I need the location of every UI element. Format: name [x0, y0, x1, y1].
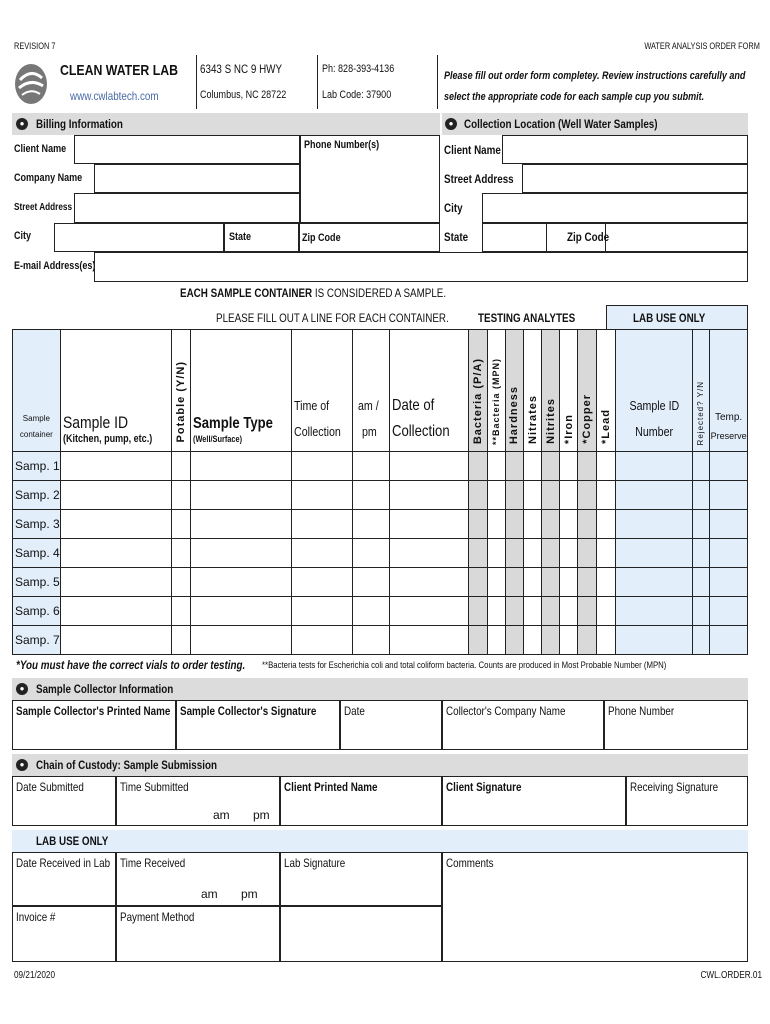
sample-cell[interactable] [616, 452, 693, 481]
sample-cell[interactable] [692, 452, 709, 481]
sample-cell[interactable] [710, 626, 748, 655]
sample-cell[interactable] [505, 452, 523, 481]
billing-email-field[interactable] [94, 252, 748, 282]
collector-date-field[interactable] [340, 700, 442, 750]
sample-cell[interactable] [616, 597, 693, 626]
col-date: Date of Collection [389, 330, 468, 452]
sample-cell[interactable] [524, 452, 542, 481]
sample-cell[interactable] [560, 597, 578, 626]
sample-cell[interactable] [692, 481, 709, 510]
sample-cell[interactable] [597, 510, 616, 539]
billing-street-field[interactable] [74, 193, 300, 223]
sample-cell[interactable] [616, 626, 693, 655]
col-sample-id: Sample ID (Kitchen, pump, etc.) [60, 330, 172, 452]
time-received-pm: pm [241, 887, 258, 901]
sample-cell[interactable] [560, 481, 578, 510]
comments-label: Comments [446, 856, 494, 870]
water-drop-logo-icon [14, 58, 48, 106]
collector-phone-label: Phone Number [608, 704, 675, 718]
sample-cell[interactable] [172, 481, 191, 510]
sample-cell[interactable] [692, 539, 709, 568]
sample-cell[interactable] [353, 597, 389, 626]
collector-phone-field[interactable] [604, 700, 748, 750]
sample-cell[interactable] [505, 510, 523, 539]
time-received-field[interactable] [116, 852, 280, 906]
sample-cell[interactable] [542, 510, 560, 539]
sample-cell[interactable] [505, 539, 523, 568]
sample-cell[interactable] [578, 626, 597, 655]
date-received-field[interactable] [12, 852, 116, 906]
sample-cell[interactable] [60, 452, 172, 481]
collection-zip-label: Zip Code [567, 230, 610, 244]
client-signature-field[interactable] [442, 776, 626, 826]
sample-cell[interactable] [542, 568, 560, 597]
sample-cell[interactable] [560, 539, 578, 568]
sample-cell[interactable] [468, 626, 487, 655]
sample-cell[interactable] [468, 510, 487, 539]
collector-printed-name-field[interactable] [12, 700, 176, 750]
sample-cell[interactable] [389, 626, 468, 655]
sample-cell[interactable] [578, 568, 597, 597]
sample-cell[interactable] [616, 568, 693, 597]
sample-row-label: Samp. 5 [13, 568, 61, 597]
collector-header: ● Sample Collector Information [12, 678, 748, 700]
col-analyte-bacteria-pa: Bacteria (P/A) [468, 330, 487, 452]
client-signature-label: Client Signature [446, 780, 522, 794]
sample-cell[interactable] [291, 626, 352, 655]
sample-row-label: Samp. 2 [13, 481, 61, 510]
collection-client-name-field[interactable] [502, 135, 748, 164]
col-analyte-nitrites: Nitrites [542, 330, 560, 452]
sample-cell[interactable] [353, 539, 389, 568]
sample-cell[interactable] [560, 568, 578, 597]
sample-row [13, 481, 748, 510]
revision-label: REVISION 7 [14, 41, 56, 51]
sample-cell[interactable] [597, 481, 616, 510]
billing-state-field[interactable] [224, 223, 300, 252]
billing-client-name-field[interactable] [74, 135, 300, 164]
contact-box: Ph: 828-393-4136 Lab Code: 37900 [318, 55, 438, 109]
sample-cell[interactable] [616, 481, 693, 510]
bullet-icon: ● [16, 118, 28, 130]
sample-row [13, 539, 748, 568]
sample-cell[interactable] [560, 452, 578, 481]
collector-date-label: Date [344, 704, 365, 718]
sample-cell[interactable] [191, 510, 292, 539]
collection-city-field[interactable] [482, 193, 748, 223]
sample-cell[interactable] [487, 452, 505, 481]
lab-blank-field[interactable] [280, 906, 442, 962]
collector-signature-label: Sample Collector's Signature [180, 704, 317, 718]
sample-cell[interactable] [597, 626, 616, 655]
col-time: Time of Collection [291, 330, 352, 452]
receiving-signature-field[interactable] [626, 776, 748, 826]
time-submitted-label: Time Submitted [120, 780, 189, 794]
sample-cell[interactable] [524, 597, 542, 626]
sample-row-label: Samp. 6 [13, 597, 61, 626]
sample-cell[interactable] [191, 597, 292, 626]
sample-table-header [13, 330, 748, 452]
col-sample-type: Sample Type (Well/Surface) [191, 330, 292, 452]
sample-cell[interactable] [191, 452, 292, 481]
bullet-icon: ● [445, 118, 457, 130]
sample-cell[interactable] [353, 626, 389, 655]
sample-cell[interactable] [505, 481, 523, 510]
sample-cell[interactable] [542, 626, 560, 655]
sample-cell[interactable] [291, 510, 352, 539]
sample-row-label: Samp. 7 [13, 626, 61, 655]
lab-use-header: LAB USE ONLY [12, 830, 748, 852]
billing-state-label: State [229, 231, 252, 243]
sample-cell[interactable] [468, 568, 487, 597]
col-analyte-hardness: Hardness [505, 330, 523, 452]
sample-cell[interactable] [710, 510, 748, 539]
col-analyte-nitrates: Nitrates [524, 330, 542, 452]
sample-cell[interactable] [578, 539, 597, 568]
date-submitted-field[interactable] [12, 776, 116, 826]
sample-cell[interactable] [172, 597, 191, 626]
sample-cell[interactable] [710, 481, 748, 510]
lab-signature-field[interactable] [280, 852, 442, 906]
sample-cell[interactable] [353, 568, 389, 597]
billing-city-label: City [14, 230, 32, 242]
sample-cell[interactable] [542, 481, 560, 510]
collection-state-label: State [444, 230, 469, 244]
col-ampm: am /pm [353, 330, 389, 452]
date-received-label: Date Received in Lab [16, 856, 111, 870]
form-name: WATER ANALYSIS ORDER FORM [644, 41, 760, 51]
sample-cell[interactable] [505, 568, 523, 597]
billing-phone-field[interactable] [300, 135, 440, 223]
billing-zip-field[interactable] [298, 223, 440, 252]
sample-row [13, 568, 748, 597]
sample-row-label: Samp. 3 [13, 510, 61, 539]
receiving-signature-label: Receiving Signature [630, 780, 719, 794]
collection-header: ● Collection Location (Well Water Samples) [442, 113, 748, 135]
payment-method-label: Payment Method [120, 910, 195, 924]
vials-note: *You must have the correct vials to order testing. [16, 658, 246, 672]
lab-name: CLEAN WATER LAB [60, 62, 178, 79]
sample-cell[interactable] [597, 539, 616, 568]
bullet-icon: ● [16, 683, 28, 695]
sample-cell[interactable] [692, 510, 709, 539]
footer-date: 09/21/2020 [14, 970, 56, 981]
collection-city-label: City [444, 201, 463, 215]
sample-cell[interactable] [560, 626, 578, 655]
sample-cell[interactable] [487, 539, 505, 568]
sample-table [12, 329, 748, 655]
billing-city-field[interactable] [54, 223, 224, 252]
sample-cell[interactable] [487, 510, 505, 539]
sample-row [13, 452, 748, 481]
sample-cell[interactable] [542, 452, 560, 481]
billing-header: ● Billing Information [12, 113, 440, 135]
sample-cell[interactable] [524, 510, 542, 539]
custody-header: ● Chain of Custody: Sample Submission [12, 754, 748, 776]
collection-street-field[interactable] [522, 164, 748, 193]
collector-company-field[interactable] [442, 700, 604, 750]
sample-cell[interactable] [710, 597, 748, 626]
time-submitted-field[interactable] [116, 776, 280, 826]
sample-row-label: Samp. 4 [13, 539, 61, 568]
sample-cell[interactable] [191, 481, 292, 510]
sample-cell[interactable] [578, 597, 597, 626]
bacteria-note: **Bacteria tests for Escherichia coli and total coliform bacteria. Counts are produced in Most Probable Number (MPN) [262, 660, 667, 671]
sample-cell[interactable] [597, 568, 616, 597]
time-submitted-am: am [213, 808, 230, 822]
collection-zip-field[interactable] [546, 223, 748, 252]
sample-cell[interactable] [505, 626, 523, 655]
sample-cell[interactable] [578, 452, 597, 481]
sample-cell[interactable] [291, 452, 352, 481]
sample-cell[interactable] [710, 452, 748, 481]
sample-row [13, 510, 748, 539]
sample-cell[interactable] [710, 539, 748, 568]
col-temp-preserve: Temp. Preserve [710, 330, 748, 452]
payment-method-field[interactable] [116, 906, 280, 962]
sample-cell[interactable] [389, 597, 468, 626]
sample-cell[interactable] [616, 539, 693, 568]
collector-printed-name-label: Sample Collector's Printed Name [16, 704, 171, 718]
sample-cell[interactable] [524, 626, 542, 655]
sample-cell[interactable] [468, 452, 487, 481]
sample-cell[interactable] [487, 481, 505, 510]
sample-cell[interactable] [487, 568, 505, 597]
address-box: 6343 S NC 9 HWY Columbus, NC 28722 [196, 55, 318, 109]
sample-cell[interactable] [172, 626, 191, 655]
billing-client-name-label: Client Name [14, 143, 67, 155]
sample-cell[interactable] [505, 597, 523, 626]
collector-signature-field[interactable] [176, 700, 340, 750]
sample-cell[interactable] [60, 568, 172, 597]
sample-cell[interactable] [468, 597, 487, 626]
lab-website-link[interactable]: www.cwlabtech.com [70, 89, 159, 103]
sample-cell[interactable] [389, 539, 468, 568]
invoice-label: Invoice # [16, 910, 56, 924]
testing-analytes-title: TESTING ANALYTES [478, 311, 576, 325]
sample-cell[interactable] [60, 481, 172, 510]
lab-use-title: LAB USE ONLY [606, 305, 748, 329]
billing-company-label: Company Name [14, 172, 83, 184]
sample-cell[interactable] [389, 568, 468, 597]
sample-cell[interactable] [191, 568, 292, 597]
sample-cell[interactable] [710, 568, 748, 597]
sample-cell[interactable] [291, 597, 352, 626]
sample-cell[interactable] [353, 510, 389, 539]
collection-client-name-label: Client Name [444, 143, 501, 157]
bullet-icon: ● [16, 759, 28, 771]
col-potable: Potable (Y/N) [172, 330, 191, 452]
sample-notice-1: EACH SAMPLE CONTAINER IS CONSIDERED A SAMPLE. [180, 286, 447, 300]
col-analyte-bacteria-mpn: **Bacteria (MPN) [487, 330, 505, 452]
sample-cell[interactable] [353, 481, 389, 510]
sample-notice-2: PLEASE FILL OUT A LINE FOR EACH CONTAINER. [216, 311, 449, 325]
sample-cell[interactable] [353, 452, 389, 481]
sample-cell[interactable] [468, 539, 487, 568]
sample-cell[interactable] [542, 597, 560, 626]
sample-cell[interactable] [389, 452, 468, 481]
sample-cell[interactable] [524, 481, 542, 510]
sample-cell[interactable] [389, 481, 468, 510]
col-lab-sample-id: Sample IDNumber [616, 330, 693, 452]
sample-cell[interactable] [524, 568, 542, 597]
billing-phone-label: Phone Number(s) [304, 139, 380, 151]
footer-form-code: CWL.ORDER.01 [700, 970, 762, 981]
sample-row-label: Samp. 1 [13, 452, 61, 481]
sample-cell[interactable] [172, 510, 191, 539]
sample-cell[interactable] [191, 626, 292, 655]
sample-cell[interactable] [692, 626, 709, 655]
sample-cell[interactable] [692, 568, 709, 597]
sample-cell[interactable] [60, 597, 172, 626]
sample-cell[interactable] [560, 510, 578, 539]
sample-cell[interactable] [291, 568, 352, 597]
billing-street-label: Street Address [14, 202, 73, 213]
col-rejected: Rejected? Y/N [692, 330, 709, 452]
invoice-field[interactable] [12, 906, 116, 962]
sample-cell[interactable] [542, 539, 560, 568]
sample-cell[interactable] [291, 539, 352, 568]
sample-cell[interactable] [60, 510, 172, 539]
sample-cell[interactable] [616, 510, 693, 539]
sample-row [13, 597, 748, 626]
date-submitted-label: Date Submitted [16, 780, 84, 794]
sample-cell[interactable] [172, 539, 191, 568]
collector-company-label: Collector's Company Name [446, 704, 566, 718]
sample-cell[interactable] [389, 510, 468, 539]
lab-logo [14, 58, 48, 106]
sample-cell[interactable] [597, 452, 616, 481]
sample-cell[interactable] [172, 452, 191, 481]
time-submitted-pm: pm [253, 808, 270, 822]
lab-signature-label: Lab Signature [284, 856, 346, 870]
sample-cell[interactable] [578, 481, 597, 510]
billing-company-field[interactable] [94, 164, 300, 193]
client-printed-name-label: Client Printed Name [284, 780, 378, 794]
billing-zip-label: Zip Code [302, 232, 341, 244]
client-printed-name-field[interactable] [280, 776, 442, 826]
col-analyte-copper: *Copper [578, 330, 597, 452]
sample-cell[interactable] [578, 510, 597, 539]
sample-cell[interactable] [597, 597, 616, 626]
col-sample-container: Sample container [13, 330, 61, 452]
sample-cell[interactable] [291, 481, 352, 510]
time-received-am: am [201, 887, 218, 901]
instructions: Please fill out order form completey. Review instructions carefully and select the appropriate code for each sample cup you submit. [444, 70, 746, 103]
sample-cell[interactable] [487, 626, 505, 655]
col-analyte-lead: *Lead [597, 330, 616, 452]
sample-cell[interactable] [172, 568, 191, 597]
sample-cell[interactable] [487, 597, 505, 626]
sample-cell[interactable] [692, 597, 709, 626]
sample-cell[interactable] [60, 539, 172, 568]
collection-street-label: Street Address [444, 172, 514, 186]
sample-row [13, 626, 748, 655]
col-analyte-iron: *Iron [560, 330, 578, 452]
sample-cell[interactable] [468, 481, 487, 510]
sample-cell[interactable] [191, 539, 292, 568]
comments-field[interactable] [442, 852, 748, 962]
sample-cell[interactable] [524, 539, 542, 568]
billing-email-label: E-mail Address(es) [14, 260, 96, 272]
time-received-label: Time Received [120, 856, 186, 870]
sample-cell[interactable] [60, 626, 172, 655]
